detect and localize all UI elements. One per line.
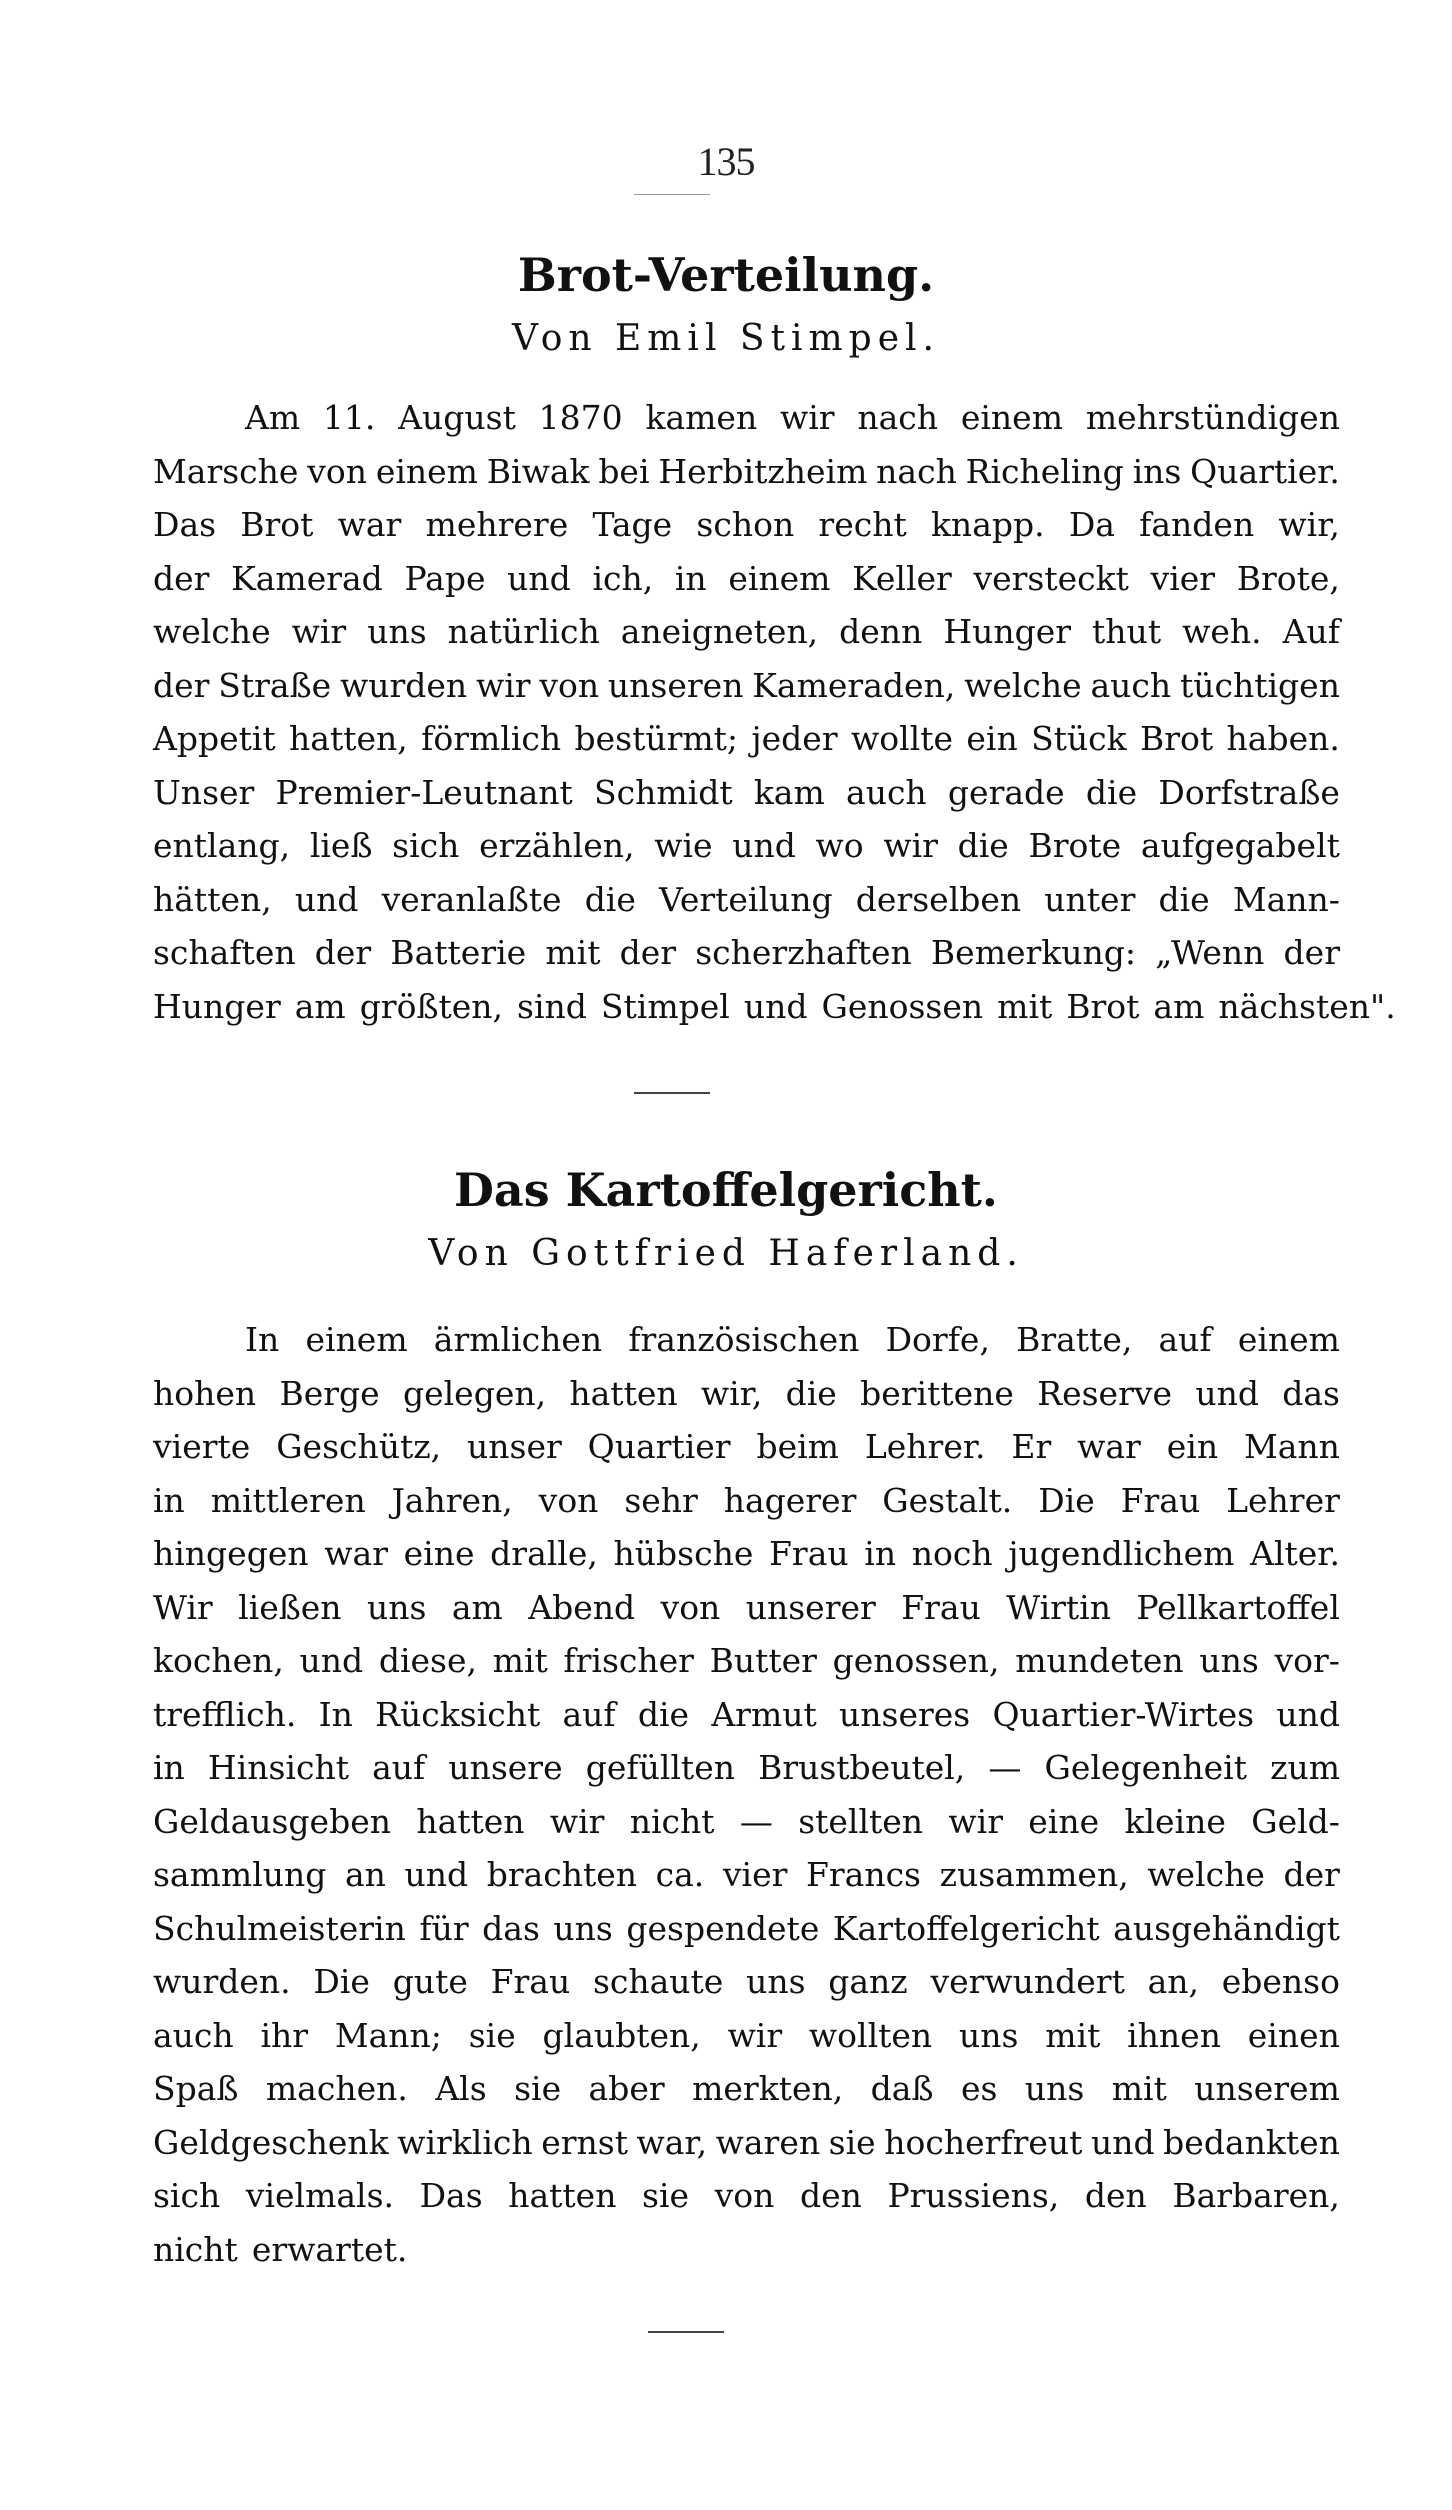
text-line: in Hinsicht auf unsere gefüllten Brustbeutel, — Gelegenheit zum — [153, 1748, 1340, 1787]
text-line: Marsche von einem Biwak bei Herbitzheim nach Richeling ins Quartier. — [153, 451, 1340, 491]
text-line: Geldausgeben hatten wir nicht — stellten wir eine kleine Geld- — [153, 1801, 1340, 1841]
text-line: Spaß machen. Als sie aber merkten, daß es uns mit unserem — [153, 2069, 1340, 2108]
text-line: Wir ließen uns am Abend von unserer Frau Wirtin Pellkartoffel — [153, 1587, 1340, 1627]
text-line: Schulmeisterin für das uns gespendete Kartoffelgericht ausgehändigt — [153, 1908, 1340, 1948]
section-byline-kartoffelgericht: Von Gottfried Haferland. — [428, 1233, 1024, 1274]
text-line: Hunger am größten, sind Stimpel und Genossen mit Brot am nächsten". — [153, 986, 1396, 1026]
text-line: In einem ärmlichen französischen Dorfe, Bratte, auf einem — [245, 1320, 1340, 1359]
section-byline-brot-verteilung: Von Emil Stimpel. — [512, 318, 940, 359]
text-line: Appetit hatten, förmlich bestürmt; jeder wollte ein Stück Brot haben. — [153, 719, 1340, 758]
text-line: Unser Premier-Leutnant Schmidt kam auch gerade die Dorfstraße — [153, 772, 1340, 812]
text-line: sammlung an und brachten ca. vier Francs zusammen, welche der — [153, 1855, 1340, 1894]
text-line: trefflich. In Rücksicht auf die Armut unseres Quartier-Wirtes und — [153, 1694, 1340, 1734]
text-line: entlang, ließ sich erzählen, wie und wo wir die Brote aufgegabelt — [153, 826, 1340, 865]
paragraph-kartoffelgericht — [153, 1313, 1340, 2276]
text-line: Geldgeschenk wirklich ernst war, waren sie hocherfreut und bedankten — [153, 2122, 1340, 2162]
text-line: in mittleren Jahren, von sehr hagerer Gestalt. Die Frau Lehrer — [153, 1480, 1340, 1520]
end-rule — [648, 2331, 724, 2333]
section-divider — [634, 1092, 710, 1094]
page-number: 135 — [697, 139, 755, 184]
text-line: vierte Geschütz, unser Quartier beim Lehrer. Er war ein Mann — [153, 1427, 1340, 1466]
text-line: der Kamerad Pape und ich, in einem Keller versteckt vier Brote, — [153, 558, 1340, 598]
section-title-kartoffelgericht: Das Kartoffelgericht. — [454, 1163, 998, 1217]
text-line: nicht erwartet. — [153, 2229, 408, 2269]
text-line: hohen Berge gelegen, hatten wir, die berittene Reserve und das — [153, 1373, 1340, 1413]
text-line: Am 11. August 1870 kamen wir nach einem mehrstündigen — [245, 398, 1340, 437]
text-line: welche wir uns natürlich aneigneten, denn Hunger thut weh. Auf — [153, 612, 1340, 651]
text-line: wurden. Die gute Frau schaute uns ganz verwundert an, ebenso — [153, 1962, 1340, 2001]
text-line: sich vielmals. Das hatten sie von den Prussiens, den Barbaren, — [153, 2176, 1340, 2215]
text-line: schaften der Batterie mit der scherzhaften Bemerkung: „Wenn der — [153, 933, 1340, 972]
text-line: auch ihr Mann; sie glaubten, wir wollten uns mit ihnen einen — [153, 2015, 1340, 2055]
header-rule — [634, 194, 710, 195]
text-line: hingegen war eine dralle, hübsche Frau in noch jugendlichem Alter. — [153, 1534, 1340, 1573]
text-line: der Straße wurden wir von unseren Kameraden, welche auch tüchtigen — [153, 665, 1340, 705]
text-line: Das Brot war mehrere Tage schon recht knapp. Da fanden wir, — [153, 505, 1340, 544]
paragraph-brot-verteilung — [153, 391, 1396, 1033]
text-line: hätten, und veranlaßte die Verteilung derselben unter die Mann- — [153, 879, 1340, 919]
text-line: kochen, und diese, mit frischer Butter genossen, mundeten uns vor- — [153, 1641, 1340, 1680]
section-title-brot-verteilung: Brot-Verteilung. — [517, 248, 935, 302]
